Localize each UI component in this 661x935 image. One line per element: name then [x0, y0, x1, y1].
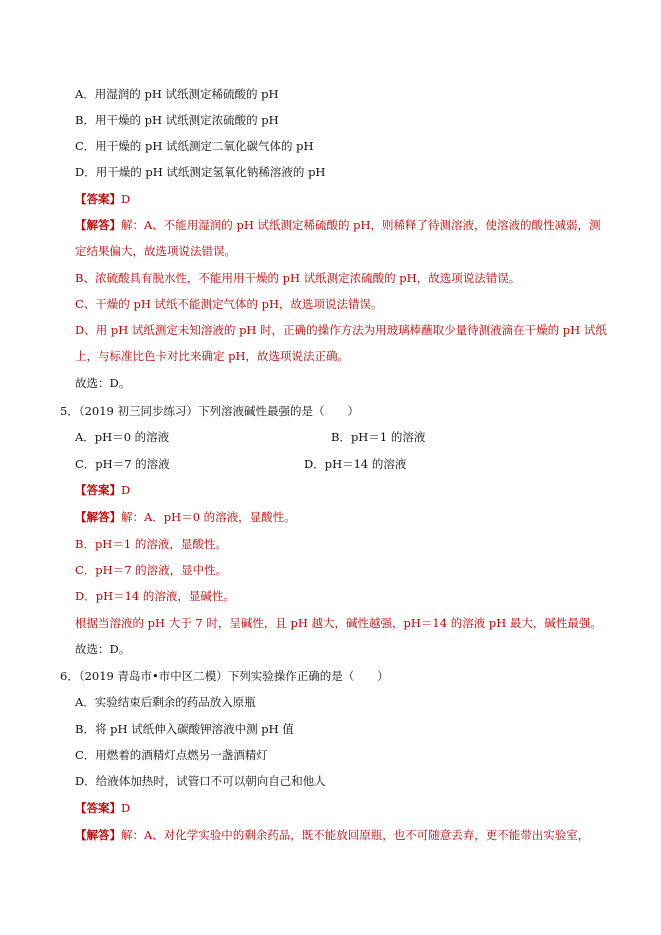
q6-answer-tag: 【答案】: [75, 801, 121, 815]
q5-answer-tag: 【答案】: [75, 483, 121, 497]
q6-answer-value: D: [121, 801, 131, 815]
q5-answer-value: D: [121, 483, 131, 497]
q6-analysis-line-1: [75, 827, 589, 843]
q6-option-a: A．实验结束后剩余的药品放入原瓶: [75, 695, 256, 709]
q6-stem: 6．（2019 青岛市•市中区二模）下列实验操作正确的是（ ）: [60, 669, 389, 683]
q5-analysis-line-1: [75, 509, 296, 525]
q4-analysis-line-3: B、浓硫酸具有脱水性，不能用用干燥的 pH 试纸测定浓硫酸的 pH，故选项说法错误。: [75, 271, 521, 285]
q5-analysis-line-4: D．pH＝14 的溶液，显碱性。: [75, 589, 235, 603]
q4-option-d: D．用干燥的 pH 试纸测定氢氧化钠稀溶液的 pH: [75, 165, 326, 179]
q4-analysis-line-6: 上，与标准比色卡对比来确定 pH，故选项说法正确。: [75, 349, 350, 363]
q5-option-d: D．pH＝14 的溶液: [304, 457, 407, 471]
q6-option-b: B．将 pH 试纸伸入碳酸钾溶液中测 pH 值: [75, 722, 294, 736]
q5-answer: [75, 482, 130, 498]
q5-stem: 5．（2019 初三同步练习）下列溶液碱性最强的是（ ）: [60, 404, 359, 418]
q4-analysis-line-4: C、干燥的 pH 试纸不能测定气体的 pH，故选项说法错误。: [75, 297, 383, 311]
q5-option-c: C．pH＝7 的溶液: [75, 457, 170, 471]
q4-answer-tag: 【答案】: [75, 192, 121, 206]
q5-analysis-text-1: 解：A．pH＝0 的溶液，显酸性。: [121, 510, 296, 524]
q4-analysis-line-7: 故选：D。: [75, 376, 131, 390]
q4-analysis-line-5: D、用 pH 试纸测定未知溶液的 pH 时，正确的操作方法为用玻璃棒蘸取少量待测液滴在干燥的 pH 试纸: [75, 323, 607, 337]
q4-analysis-line-1: [75, 217, 601, 233]
q4-option-a: A．用湿润的 pH 试纸测定稀硫酸的 pH: [75, 87, 279, 101]
q4-analysis-tag: 【解答】: [75, 218, 121, 232]
q5-option-a: A．pH＝0 的溶液: [75, 430, 170, 444]
q6-option-d: D．给液体加热时，试管口不可以朝向自己和他人: [75, 774, 326, 788]
q4-analysis-text-1: 解：A、不能用湿润的 pH 试纸测定稀硫酸的 pH，则稀释了待测溶液，使溶液的酸性减弱，测: [121, 218, 601, 232]
q5-option-b: B．pH＝1 的溶液: [331, 430, 426, 444]
q4-option-c: C．用干燥的 pH 试纸测定二氧化碳气体的 pH: [75, 139, 314, 153]
q4-answer-value: D: [121, 192, 131, 206]
q5-analysis-line-6: 故选：D。: [75, 642, 131, 656]
q6-option-c: C．用燃着的酒精灯点燃另一盏酒精灯: [75, 748, 268, 762]
q5-analysis-line-3: C．pH＝7 的溶液，显中性。: [75, 563, 228, 577]
q6-analysis-tag: 【解答】: [75, 828, 121, 842]
q6-answer: [75, 800, 130, 816]
q5-analysis-tag: 【解答】: [75, 510, 121, 524]
q4-option-b: B．用干燥的 pH 试纸测定浓硫酸的 pH: [75, 113, 279, 127]
q6-analysis-text-1: 解：A、对化学实验中的剩余药品，既不能放回原瓶，也不可随意丢弃，更不能带出实验室，: [121, 828, 590, 842]
q5-analysis-line-5: 根据当溶液的 pH 大于 7 时，呈碱性，且 pH 越大，碱性越强，pH＝14 的溶液 pH 最大，碱性最强。: [75, 616, 602, 630]
q5-analysis-line-2: B．pH＝1 的溶液，显酸性。: [75, 537, 227, 551]
q4-analysis-line-2: 定结果偏大，故选项说法错误。: [75, 244, 236, 258]
q4-answer: [75, 191, 130, 207]
